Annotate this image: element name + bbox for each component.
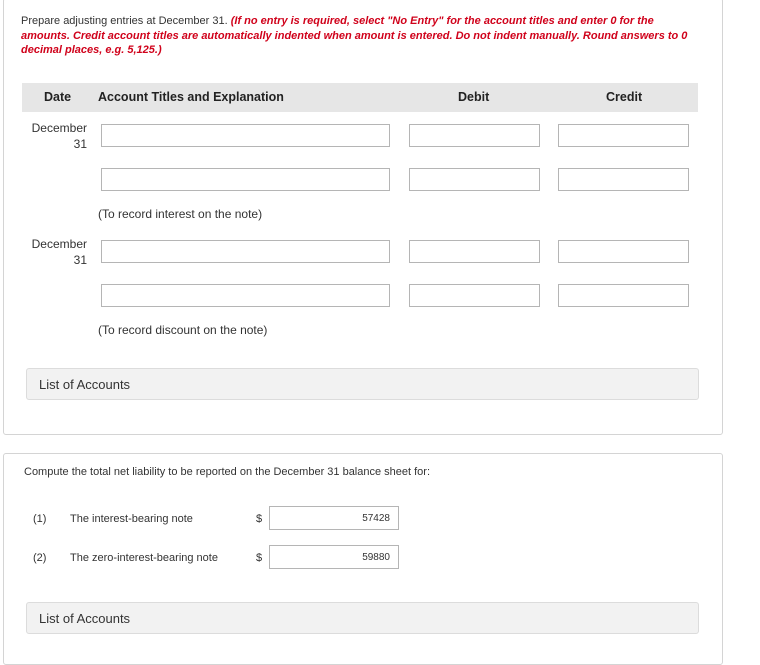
header-credit: Credit <box>606 90 643 104</box>
item-2-number: (2) <box>33 552 47 564</box>
entry-1-row-1-account-input[interactable] <box>101 124 390 147</box>
item-1-number: (1) <box>33 513 47 525</box>
entry-1-month: December <box>31 121 87 135</box>
interest-bearing-note-input[interactable]: 57428 <box>269 506 399 530</box>
entry-1-date <box>23 120 87 152</box>
entry-2-row-1-account-input[interactable] <box>101 240 390 263</box>
entry-2-day: 31 <box>73 253 87 267</box>
item-1-currency: $ <box>256 513 263 525</box>
entry-2-date <box>23 236 87 268</box>
entry-1-day: 31 <box>73 137 87 151</box>
instructions-note: (If no entry is required, select "No Entry" for the account titles and enter 0 for the amounts. Credit account titles are automatically indented when amount is entered. Do not indent manually. Round answers to 0 decimal places, e.g. 5,125.) <box>21 15 688 56</box>
item-2-label: The zero-interest-bearing note <box>70 552 218 564</box>
compute-prompt: Compute the total net liability to be reported on the December 31 balance sheet for: <box>24 466 431 478</box>
entry-1-explanation: (To record interest on the note) <box>98 207 263 221</box>
zero-interest-note-input[interactable]: 59880 <box>269 545 399 569</box>
header-debit: Debit <box>458 90 490 104</box>
entry-1-row-2-account-input[interactable] <box>101 168 390 191</box>
entry-1-row-1-credit-input[interactable] <box>558 124 689 147</box>
entry-2-row-1-credit-input[interactable] <box>558 240 689 263</box>
entry-1-row-2-debit-input[interactable] <box>409 168 540 191</box>
instructions-prefix: Prepare adjusting entries at December 31. <box>21 15 231 27</box>
instructions <box>21 14 701 58</box>
item-2-currency: $ <box>256 552 263 564</box>
header-account: Account Titles and Explanation <box>98 90 284 104</box>
entry-1-row-2-credit-input[interactable] <box>558 168 689 191</box>
table-header <box>22 83 698 112</box>
entry-2-explanation: (To record discount on the note) <box>98 323 268 337</box>
list-of-accounts-button-1[interactable]: List of Accounts <box>26 368 699 400</box>
header-date: Date <box>44 90 72 104</box>
entry-2-row-2-credit-input[interactable] <box>558 284 689 307</box>
list-of-accounts-button-2[interactable]: List of Accounts <box>26 602 699 634</box>
entry-2-row-2-debit-input[interactable] <box>409 284 540 307</box>
entry-2-row-1-debit-input[interactable] <box>409 240 540 263</box>
item-1-label: The interest-bearing note <box>70 513 193 525</box>
entry-1-row-1-debit-input[interactable] <box>409 124 540 147</box>
entry-2-month: December <box>31 237 87 251</box>
entry-2-row-2-account-input[interactable] <box>101 284 390 307</box>
